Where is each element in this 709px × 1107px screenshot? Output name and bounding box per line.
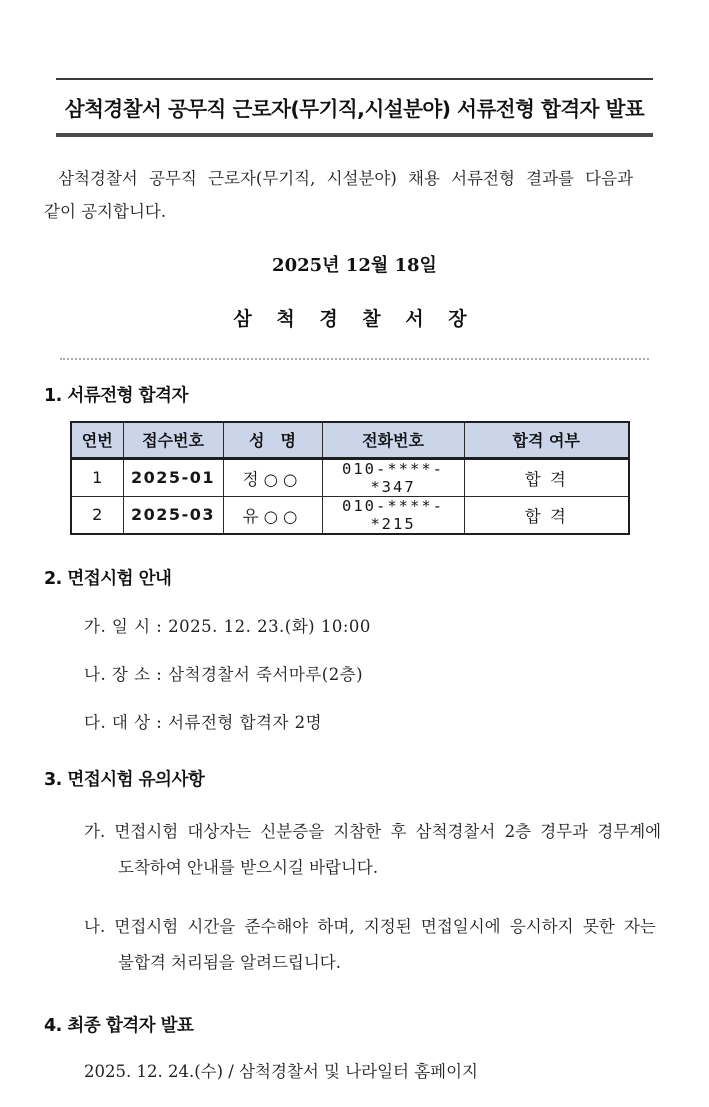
section-2-heading: 2. 면접시험 안내 [44, 568, 172, 589]
section-4-heading: 4. 최종 합격자 발표 [44, 1015, 194, 1036]
interview-location: 나. 장 소 : 삼척경찰서 죽서마루(2층) [84, 664, 364, 684]
cell-name: 유○○ [223, 496, 322, 534]
cell-serial: 2 [71, 496, 123, 534]
col-header-name: 성 명 [223, 422, 322, 458]
notice-item [84, 814, 665, 886]
announcement-date: 2025년 12월 18일 [272, 255, 437, 276]
pass-result-table [70, 421, 630, 535]
col-header-reg-no: 접수번호 [123, 422, 223, 458]
intro-line-1: 삼척경찰서 공무직 근로자(무기직, 시설분야) 채용 서류전형 결과를 다음과 [58, 169, 634, 188]
table-row [71, 458, 629, 496]
cell-phone: 010-****-*215 [322, 496, 464, 534]
interview-datetime: 가. 일 시 : 2025. 12. 23.(화) 10:00 [84, 616, 371, 636]
notice-item-line-2: 도착하여 안내를 받으시길 바랍니다. [118, 857, 379, 877]
page-title: 삼척경찰서 공무직 근로자(무기직,시설분야) 서류전형 합격자 발표 [64, 97, 645, 121]
table-header-row [71, 422, 629, 458]
section-3-heading: 3. 면접시험 유의사항 [44, 769, 205, 790]
col-header-result: 합격 여부 [464, 422, 629, 458]
notice-item [84, 909, 665, 981]
dotted-divider [60, 358, 649, 360]
cell-phone: 010-****-*347 [322, 458, 464, 496]
interview-target: 다. 대 상 : 서류전형 합격자 2명 [84, 712, 323, 732]
title-block [56, 78, 653, 137]
notice-item-line-2: 불합격 처리됨을 알려드립니다. [118, 952, 341, 972]
notice-item-line-1: 나. 면접시험 시간을 준수해야 하며, 지정된 면접일시에 응시하지 못한 자는 [84, 916, 656, 936]
final-announcement-info: 2025. 12. 24.(수) / 삼척경찰서 및 나라일터 홈페이지 [84, 1061, 478, 1081]
cell-result: 합 격 [464, 496, 629, 534]
notice-item-line-1: 가. 면접시험 대상자는 신분증을 지참한 후 삼척경찰서 2층 경무과 경무계에 [84, 821, 662, 841]
cell-result: 합 격 [464, 458, 629, 496]
col-header-serial: 연번 [71, 422, 123, 458]
cell-reg-no: 2025-01 [123, 458, 223, 496]
section-1-heading: 1. 서류전형 합격자 [44, 386, 188, 406]
announcement-document [0, 78, 709, 1082]
cell-name: 정○○ [223, 458, 322, 496]
issuer-signature: 삼 척 경 찰 서 장 [233, 308, 476, 330]
cell-reg-no: 2025-03 [123, 496, 223, 534]
intro-paragraph [44, 162, 665, 228]
table-row [71, 496, 629, 534]
cell-serial: 1 [71, 458, 123, 496]
intro-line-2: 같이 공지합니다. [44, 202, 167, 221]
col-header-phone: 전화번호 [322, 422, 464, 458]
